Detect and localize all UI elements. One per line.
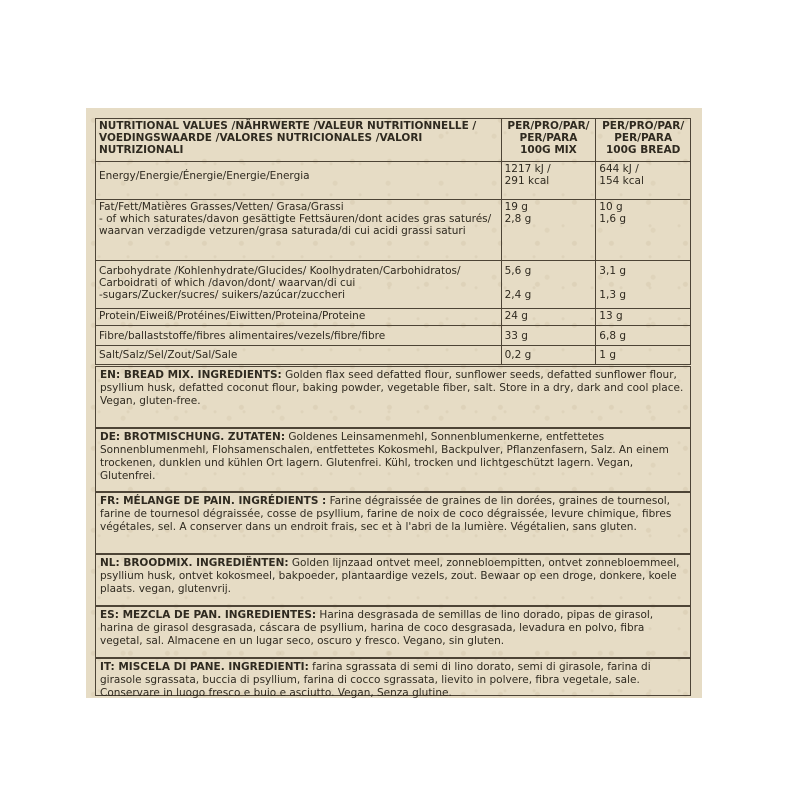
energy-mix-cell [501, 162, 596, 200]
ingredients-it [95, 658, 691, 699]
ingredients-it-heading: IT: MISCELA DI PANE. INGREDIENTI: [100, 661, 309, 673]
protein-bread: 13 g [596, 309, 691, 326]
nutrition-header-row [96, 119, 691, 162]
carbohydrate-mix-cell [501, 261, 596, 309]
saturates-bread: 1,6 g [599, 213, 626, 225]
ingredients-fr [95, 492, 691, 554]
fat-mix-cell [501, 200, 596, 261]
ingredients-fr-text: Farine dégraissée de graines de lin dorées, graines de tournesol, farine de tournesol dégraissée, cosse de psyllium, farine de noix de coco dégraissée, levure chimique, fibres végétales, sel. A conserver dans un endroit frais, sec et à l'abri de la lumière. Végétalien, sans gluten. [100, 495, 672, 533]
saturates-label: - of which saturates/davon gesättigte Fettsäuren/dont acides gras saturés/ waarvan verzadigde vetzuren/grasa saturada/di cui acidi grassi saturi [99, 213, 492, 237]
ingredients-en-heading: EN: BREAD MIX. INGREDIENTS: [100, 369, 282, 381]
ingredients-de-text: Goldenes Leinsamenmehl, Sonnenblumenkerne, entfettetes Sonnenblumenmehl, Flohsamenschalen, entfettetes Kokosmehl, Backpulver, Pflanzenfasern, Salz. An einem trockenen, dunklen und kühlen Ort lagern. Glutenfrei. Kühl, trocken und lichtgeschützt lagern. Vegan, Glutenfrei. [100, 431, 669, 482]
salt-mix: 0,2 g [501, 346, 596, 365]
sugars-bread: 1,3 g [599, 289, 626, 301]
protein-label: Protein/Eiweiß/Protéines/Eiwitten/Proteina/Proteine [96, 309, 502, 326]
sugars-mix: 2,4 g [504, 289, 532, 301]
energy-bread-cell [596, 162, 691, 200]
product-label [86, 108, 702, 698]
energy-mix-kj: 1217 kJ / [504, 163, 551, 175]
column-header-bread: PER/PRO/PAR/ PER/PARA 100G BREAD [596, 119, 691, 162]
nutrition-header-label: NUTRITIONAL VALUES /NÄHRWERTE /VALEUR NUTRITIONNELLE / VOEDINGSWAARDE /VALORES NUTRICIONALES /VALORI NUTRIZIONALI [96, 119, 502, 162]
sugars-label: -sugars/Zucker/sucres/ suikers/azúcar/zuccheri [99, 289, 346, 301]
ingredients-de [95, 428, 691, 492]
ingredients-it-text: farina sgrassata di semi di lino dorato, semi di girasole, farina di girasole sgrassata, buccia di psyllium, farina di cocco sgrassata, lievito in polvere, fibra vegetale, sale. Conservare in luogo fresco e buio e asciutto. Vegan, Senza glutine. [100, 661, 651, 699]
ingredients-en [95, 366, 691, 428]
ingredients-nl-text: Golden lijnzaad ontvet meel, zonnebloempitten, ontvet zonnebloemmeel, psyllium husk, ontvet kokosmeel, bakpoeder, plantaardige vezels, zout. Bewaar op een droge, donkere, koele plaats. vegan, glutenvrij. [100, 557, 680, 595]
ingredients-nl-heading: NL: BROODMIX. INGREDIËNTEN: [100, 557, 289, 569]
fibre-bread: 6,8 g [596, 326, 691, 346]
fat-mix: 19 g [504, 201, 528, 213]
energy-bread-kj: 644 kJ / [599, 163, 639, 175]
protein-mix: 24 g [501, 309, 596, 326]
carbohydrate-row [96, 261, 691, 309]
fat-row [96, 200, 691, 261]
energy-bread-kcal: 154 kcal [599, 175, 644, 187]
carbohydrate-bread-cell [596, 261, 691, 309]
carbohydrate-label: Carbohydrate /Kohlenhydrate/Glucides/ Koolhydraten/Carbohidratos/ Carboidrati of which /davon/dont/ waarvan/di cui [99, 265, 461, 289]
protein-row [96, 309, 691, 326]
fat-label-cell [96, 200, 502, 261]
energy-mix-kcal: 291 kcal [504, 175, 550, 187]
ingredients-fr-heading: FR: MÉLANGE DE PAIN. INGRÉDIENTS : [100, 495, 327, 507]
fibre-mix: 33 g [501, 326, 596, 346]
salt-label: Salt/Salz/Sel/Zout/Sal/Sale [96, 346, 502, 365]
salt-row [96, 346, 691, 365]
ingredients-nl [95, 554, 691, 606]
ingredients-de-heading: DE: BROTMISCHUNG. ZUTATEN: [100, 431, 286, 443]
saturates-mix: 2,8 g [504, 213, 532, 225]
energy-row [96, 162, 691, 200]
carbohydrate-label-cell [96, 261, 502, 309]
carbohydrate-mix: 5,6 g [504, 265, 532, 277]
ingredients-en-text: Golden flax seed defatted flour, sunflower seeds, defatted sunflower flour, psyllium husk, defatted coconut flour, baking powder, vegetable fiber, salt. Store in a dry, dark and cool place. Vegan, gluten-free. [100, 369, 684, 407]
fat-bread: 10 g [599, 201, 623, 213]
carbohydrate-bread: 3,1 g [599, 265, 626, 277]
nutrition-table [95, 118, 691, 365]
energy-label: Energy/Energie/Énergie/Energie/Energia [96, 162, 502, 200]
ingredients-es [95, 606, 691, 658]
fat-bread-cell [596, 200, 691, 261]
fibre-label: Fibre/ballaststoffe/fibres alimentaires/vezels/fibre/fibre [96, 326, 502, 346]
fat-label: Fat/Fett/Matières Grasses/Vetten/ Grasa/Grassi [99, 201, 344, 213]
salt-bread: 1 g [596, 346, 691, 365]
fibre-row [96, 326, 691, 346]
ingredients-es-heading: ES: MEZCLA DE PAN. INGREDIENTES: [100, 609, 317, 621]
ingredients-es-text: Harina desgrasada de semillas de lino dorado, pipas de girasol, harina de girasol desgrasada, cáscara de psyllium, harina de coco desgrasada, levadura en polvo, fibra vegetal, sal. Almacene en un lugar seco, oscuro y fresco. Vegano, sin gluten. [100, 609, 654, 647]
column-header-mix: PER/PRO/PAR/ PER/PARA 100G MIX [501, 119, 596, 162]
